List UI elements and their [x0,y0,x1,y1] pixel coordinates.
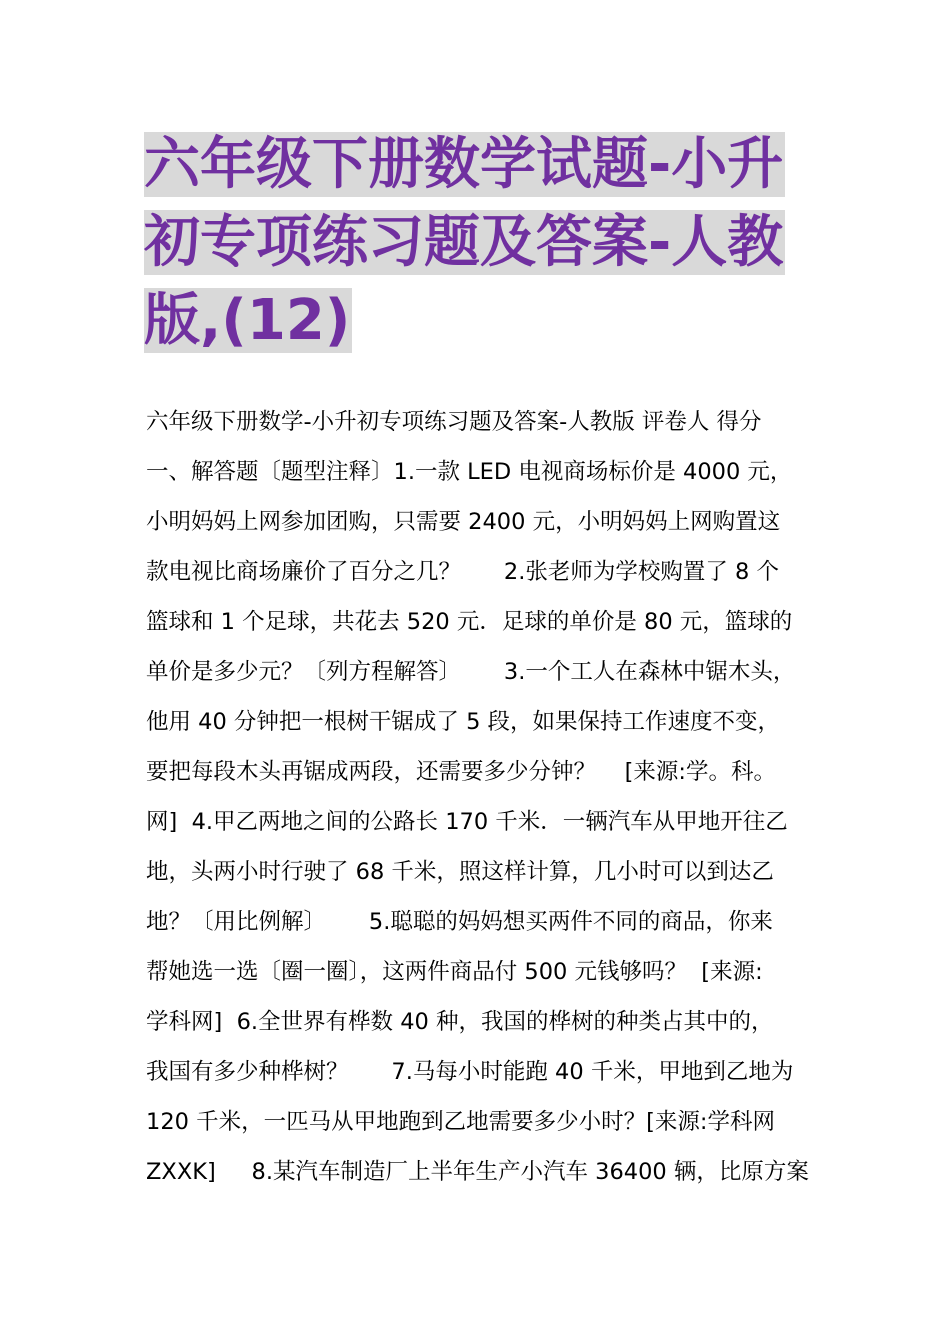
body-line: 学科网] 6.全世界有桦数 40 种，我国的桦树的种类占其中的， [146,1009,774,1035]
title-line [144,282,824,360]
document-body [146,397,826,1197]
body-line: 帮她选一选〔圈一圈〕，这两件商品付 500 元钱够吗？ [来源: [146,959,763,985]
body-line: 120 千米，一匹马从甲地跑到乙地需要多少小时？[来源:学科网 [146,1109,775,1135]
body-line: 款电视比商场廉价了百分之几？ 2.张老师为学校购置了 8 个 [146,559,780,585]
body-line: 小明妈妈上网参加团购，只需要 2400 元，小明妈妈上网购置这 [146,509,781,535]
body-line: 要把每段木头再锯成两段，还需要多少分钟？ [来源:学。科。 [146,759,776,785]
body-line: ZXXK] 8.某汽车制造厂上半年生产小汽车 36400 辆，比原方案 [146,1159,809,1185]
body-line: 六年级下册数学-小升初专项练习题及答案-人教版 评卷人 得分 [146,409,762,435]
body-line: 单价是多少元？〔列方程解答〕 3.一个工人在森林中锯木头， [146,659,796,685]
document-title [144,126,824,360]
body-line: 网] 4.甲乙两地之间的公路长 170 千米．一辆汽车从甲地开往乙 [146,809,788,835]
title-line-text: 六年级下册数学试题-小升 [144,132,784,197]
title-line [144,126,824,204]
title-line-text: 版,(12) [144,288,351,353]
title-line-text: 初专项练习题及答案-人教 [144,210,784,275]
body-line: 他用 40 分钟把一根树干锯成了 5 段，如果保持工作速度不变， [146,709,781,735]
body-line: 一、解答题〔题型注释〕1.一款 LED 电视商场标价是 4000 元， [146,459,793,485]
body-line: 地？〔用比例解〕 5.聪聪的妈妈想买两件不同的商品，你来 [146,909,773,935]
body-line: 地，头两小时行驶了 68 千米，照这样计算，几小时可以到达乙 [146,859,774,885]
body-line: 我国有多少种桦树？ 7.马每小时能跑 40 千米，甲地到乙地为 [146,1059,794,1085]
title-line [144,204,824,282]
body-line: 篮球和 1 个足球，共花去 520 元．足球的单价是 80 元，篮球的 [146,609,793,635]
